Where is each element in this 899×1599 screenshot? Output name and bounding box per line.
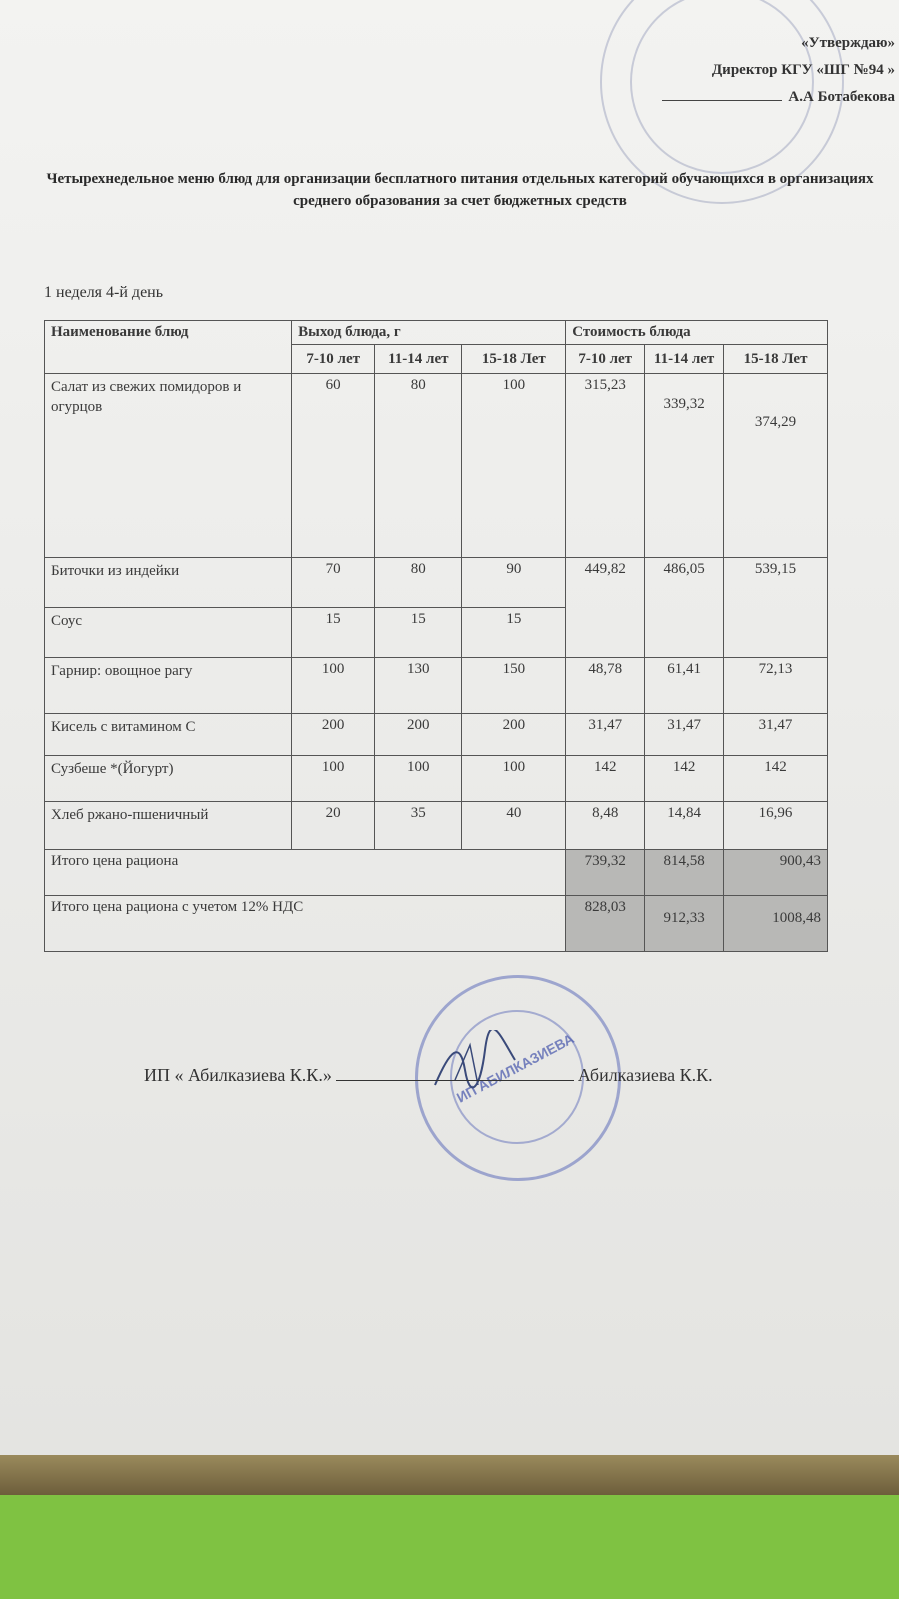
cost-cell: 72,13 [724,658,828,714]
cost-cell: 61,41 [645,658,724,714]
signature-left-label: ИП « Абилказиева К.К.» [144,1065,332,1085]
cost-cell: 8,48 [566,802,645,850]
green-board [0,1495,899,1599]
yield-cell: 15 [292,608,375,658]
yield-cell: 100 [462,374,566,558]
yield-cell: 100 [292,658,375,714]
yield-cell: 80 [375,558,462,608]
yield-cell: 200 [375,714,462,756]
approval-director-name: А.А Ботабекова [788,89,895,105]
yield-cell: 15 [375,608,462,658]
menu-table [44,320,828,952]
dish-name: Салат из свежих помидоров и огурцов [45,374,292,558]
cost-cell: 449,82 [566,558,645,658]
cost-cell: 339,32 [645,374,724,558]
cost-cell: 48,78 [566,658,645,714]
yield-cell: 100 [292,756,375,802]
age-cost-1: 7-10 лет [566,345,645,374]
header-dish-name: Наименование блюд [45,321,292,374]
table-row [45,658,828,714]
yield-cell: 20 [292,802,375,850]
yield-cell: 15 [462,608,566,658]
dish-name: Хлеб ржано-пшеничный [45,802,292,850]
signature-right-name: Абилказиева К.К. [577,1065,713,1085]
signature-line [144,1065,824,1086]
age-yield-3: 15-18 Лет [462,345,566,374]
yield-cell: 90 [462,558,566,608]
yield-cell: 100 [462,756,566,802]
yield-cell: 35 [375,802,462,850]
cost-cell: 31,47 [566,714,645,756]
dish-name: Гарнир: овощное рагу [45,658,292,714]
yield-cell: 200 [462,714,566,756]
cost-cell: 31,47 [645,714,724,756]
table-row [45,802,828,850]
age-cost-2: 11-14 лет [645,345,724,374]
approval-block [662,30,895,111]
yield-cell: 40 [462,802,566,850]
dish-name: Кисель с витамином С [45,714,292,756]
frame-edge [0,1455,899,1495]
total-row [45,850,828,896]
total-vat-value: 828,03 [566,896,645,952]
signature-underline [336,1066,574,1081]
total-vat-label: Итого цена рациона с учетом 12% НДС [45,896,566,952]
document-title: Четырехнедельное меню блюд для организации бесплатного питания отдельных категорий обучающихся в организациях среднего образования за счет бюджетных средств [46,171,874,209]
cost-cell: 142 [645,756,724,802]
approval-line-2: Директор КГУ «ШГ №94 » [711,62,895,78]
cost-cell: 14,84 [645,802,724,850]
total-value: 739,32 [566,850,645,896]
yield-cell: 130 [375,658,462,714]
yield-cell: 70 [292,558,375,608]
header-cost: Стоимость блюда [566,321,828,345]
header-yield: Выход блюда, г [292,321,566,345]
cost-cell: 315,23 [566,374,645,558]
dish-name: Сузбеше *(Йогурт) [45,756,292,802]
yield-cell: 150 [462,658,566,714]
cost-cell: 539,15 [724,558,828,658]
dish-name: Биточки из индейки [45,558,292,608]
total-label: Итого цена рациона [45,850,566,896]
yield-cell: 100 [375,756,462,802]
age-yield-1: 7-10 лет [292,345,375,374]
total-vat-value: 912,33 [645,896,724,952]
cost-cell: 142 [724,756,828,802]
table-row [45,714,828,756]
total-value: 814,58 [645,850,724,896]
yield-cell: 200 [292,714,375,756]
company-stamp-text: ИП АБИЛКАЗИЕВА [453,1030,577,1106]
approval-sign-line [662,86,782,101]
header-row [45,321,828,345]
week-day-label: 1 неделя 4-й день [44,284,164,301]
approval-line-3 [662,84,895,111]
cost-cell: 16,96 [724,802,828,850]
table-row [45,756,828,802]
total-vat-row [45,896,828,952]
age-cost-3: 15-18 Лет [724,345,828,374]
yield-cell: 80 [375,374,462,558]
total-vat-value: 1008,48 [724,896,828,952]
cost-cell: 374,29 [724,374,828,558]
table-row [45,558,828,608]
age-yield-2: 11-14 лет [375,345,462,374]
cost-cell: 31,47 [724,714,828,756]
cost-cell: 486,05 [645,558,724,658]
yield-cell: 60 [292,374,375,558]
total-value: 900,43 [724,850,828,896]
table-row [45,374,828,558]
dish-name: Соус [45,608,292,658]
cost-cell: 142 [566,756,645,802]
approval-line-1: «Утверждаю» [801,35,895,51]
